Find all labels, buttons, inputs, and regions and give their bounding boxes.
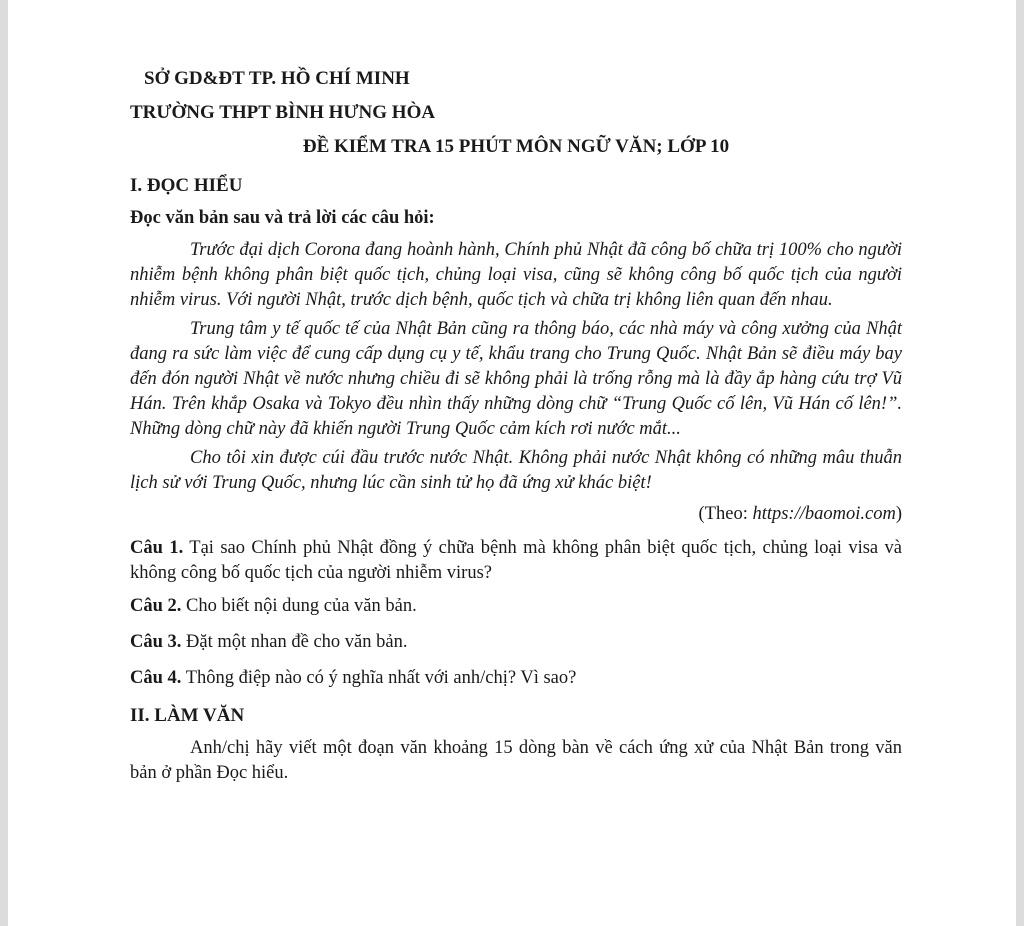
writing-heading: II. LÀM VĂN — [130, 705, 245, 726]
passage-paragraph: Trung tâm y tế quốc tế của Nhật Bản cũng ra thông báo, các nhà máy và công xưởng của Nhật đang ra sức làm việc để cung cấp dụng cụ y tế, khẩu trang cho Trung Quốc. Nhật Bản sẽ điều máy bay đến đón người Nhật về nước nhưng chiều đi sẽ không phải là trống rỗng mà là đầy ắp hàng cứu trợ Vũ Hán. Trên khắp Osaka và Tokyo đều nhìn thấy những dòng chữ “Trung Quốc cố lên, Vũ Hán cố lên!”. Những dòng chữ này đã khiến người Trung Quốc cảm kích rơi nước mắt... — [130, 319, 902, 439]
reading-heading: I. ĐỌC HIỂU — [130, 175, 243, 196]
school-name: TRƯỜNG THPT BÌNH HƯNG HÒA — [130, 102, 436, 123]
document-page — [8, 0, 1016, 926]
question-4 — [130, 662, 902, 694]
source-url: https://baomoi.com — [752, 504, 896, 524]
question-text: Đặt một nhan đề cho văn bản. — [181, 632, 408, 652]
question-text: Thông điệp nào có ý nghĩa nhất với anh/chị? Vì sao? — [181, 668, 577, 688]
question-label: Câu 4. — [130, 668, 182, 688]
exam-content — [130, 62, 902, 786]
question-3 — [130, 626, 902, 658]
passage-paragraph: Trước đại dịch Corona đang hoành hành, Chính phủ Nhật đã công bố chữa trị 100% cho người nhiễm bệnh không phân biệt quốc tịch, chủng loại visa, cũng sẽ không công bố quốc tịch của người nhiễm virus. Với người Nhật, trước dịch bệnh, quốc tịch và chữa trị không liên quan đến nhau. — [130, 240, 902, 310]
source-citation — [130, 500, 902, 528]
question-text: Cho biết nội dung của văn bản. — [181, 596, 417, 616]
exam-title: ĐỀ KIỂM TRA 15 PHÚT MÔN NGỮ VĂN; LỚP 10 — [302, 136, 730, 157]
question-label: Câu 3. — [130, 632, 182, 652]
department-name: SỞ GD&ĐT TP. HỒ CHÍ MINH — [144, 68, 410, 89]
question-text: Tại sao Chính phủ Nhật đồng ý chữa bệnh mà không phân biệt quốc tịch, chủng loại visa và không công bố quốc tịch của người nhiễm virus? — [130, 538, 902, 583]
question-2 — [130, 590, 902, 622]
passage-paragraph: Cho tôi xin được cúi đầu trước nước Nhật. Không phải nước Nhật không có những mâu thuẫn lịch sử với Trung Quốc, nhưng lúc cần sinh tử họ đã ứng xử khác biệt! — [130, 448, 902, 493]
question-label: Câu 2. — [130, 596, 182, 616]
source-prefix: (Theo: — [698, 504, 753, 524]
question-1 — [130, 536, 902, 586]
writing-prompt: Anh/chị hãy viết một đoạn văn khoảng 15 dòng bàn về cách ứng xử của Nhật Bản trong văn bản ở phần Đọc hiểu. — [130, 738, 902, 783]
reading-instruction: Đọc văn bản sau và trả lời các câu hỏi: — [130, 208, 435, 228]
source-suffix: ) — [895, 504, 902, 524]
question-label: Câu 1. — [130, 538, 184, 558]
